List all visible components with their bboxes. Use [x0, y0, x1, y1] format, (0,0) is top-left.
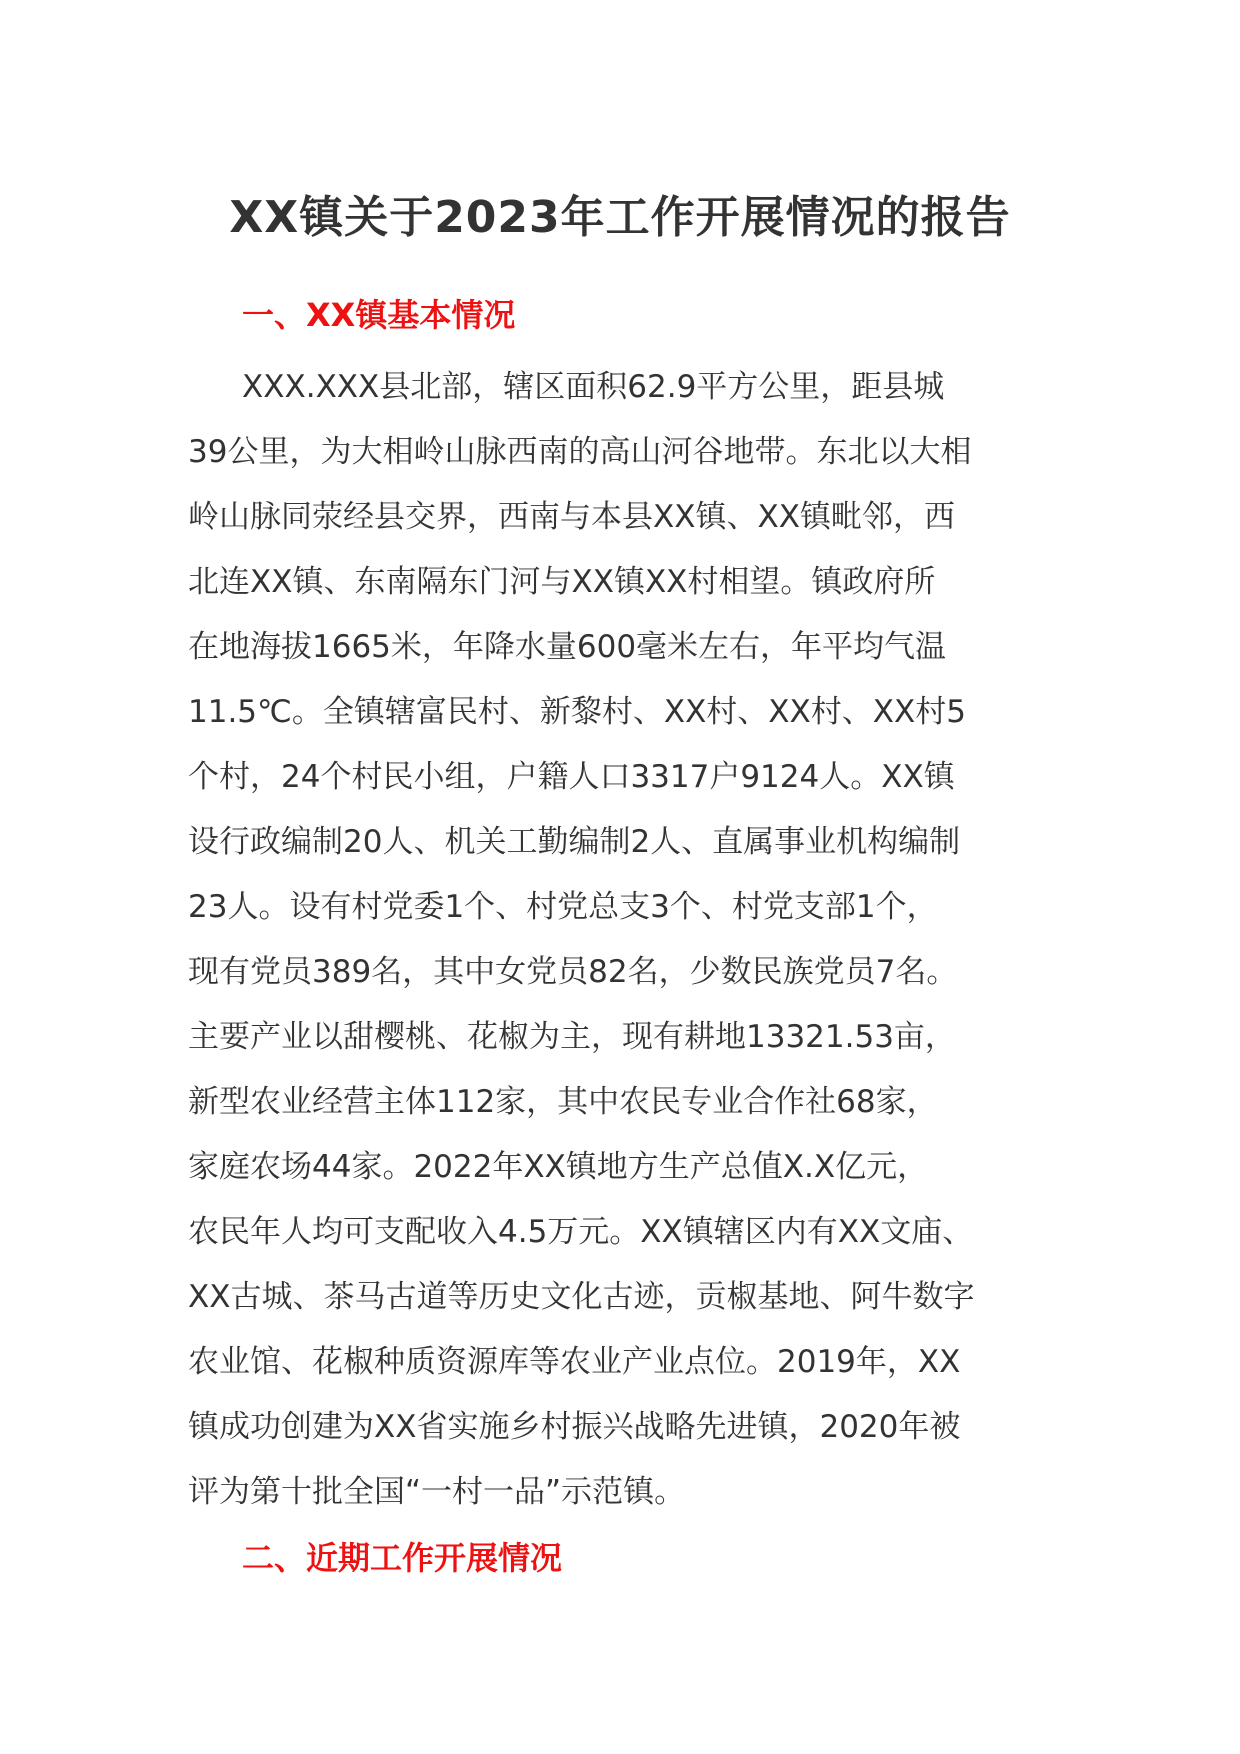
paragraph-line: 11.5℃。全镇辖富民村、新黎村、XX村、XX村、XX村5 — [188, 694, 966, 730]
paragraph-line: XX古城、茶马古道等历史文化古迹，贡椒基地、阿牛数字 — [188, 1279, 975, 1315]
paragraph-line: 岭山脉同荥经县交界，西南与本县XX镇、XX镇毗邻，西 — [188, 499, 955, 535]
paragraph-line: 农民年人均可支配收入4.5万元。XX镇辖区内有XX文庙、 — [188, 1214, 974, 1250]
paragraph-line: 在地海拔1665米，年降水量600毫米左右，年平均气温 — [188, 629, 947, 665]
paragraph-line: 设行政编制20人、机关工勤编制2人、直属事业机构编制 — [188, 824, 961, 860]
paragraph-line: 现有党员389名，其中女党员82名，少数民族党员7名。 — [188, 954, 958, 990]
paragraph-line: 个村，24个村民小组，户籍人口3317户9124人。XX镇 — [188, 759, 955, 795]
paragraph-line: XXX.XXX县北部，辖区面积62.9平方公里，距县城 — [242, 369, 945, 405]
paragraph-line: 主要产业以甜樱桃、花椒为主，现有耕地13321.53亩， — [188, 1019, 956, 1055]
section-1-paragraph — [188, 355, 1058, 1525]
paragraph-line: 镇成功创建为XX省实施乡村振兴战略先进镇，2020年被 — [188, 1409, 961, 1445]
section-heading-recent-work: 二、近期工作开展情况 — [242, 1539, 563, 1577]
paragraph-line: 39公里，为大相岭山脉西南的高山河谷地带。东北以大相 — [188, 434, 972, 470]
paragraph-line: 评为第十批全国“一村一品”示范镇。 — [188, 1474, 686, 1510]
document-title: XX镇关于2023年工作开展情况的报告 — [229, 192, 1011, 243]
paragraph-line: 新型农业经营主体112家，其中农民专业合作社68家， — [188, 1084, 938, 1120]
paragraph-line: 家庭农场44家。2022年XX镇地方生产总值X.X亿元， — [188, 1149, 929, 1185]
paragraph-line: 农业馆、花椒种质资源库等农业产业点位。2019年，XX — [188, 1344, 961, 1380]
section-heading-basic-info: 一、XX镇基本情况 — [242, 296, 516, 334]
paragraph-line: 北连XX镇、东南隔东门河与XX镇XX村相望。镇政府所 — [188, 564, 936, 600]
paragraph-line: 23人。设有村党委1个、村党总支3个、村党支部1个， — [188, 889, 938, 925]
